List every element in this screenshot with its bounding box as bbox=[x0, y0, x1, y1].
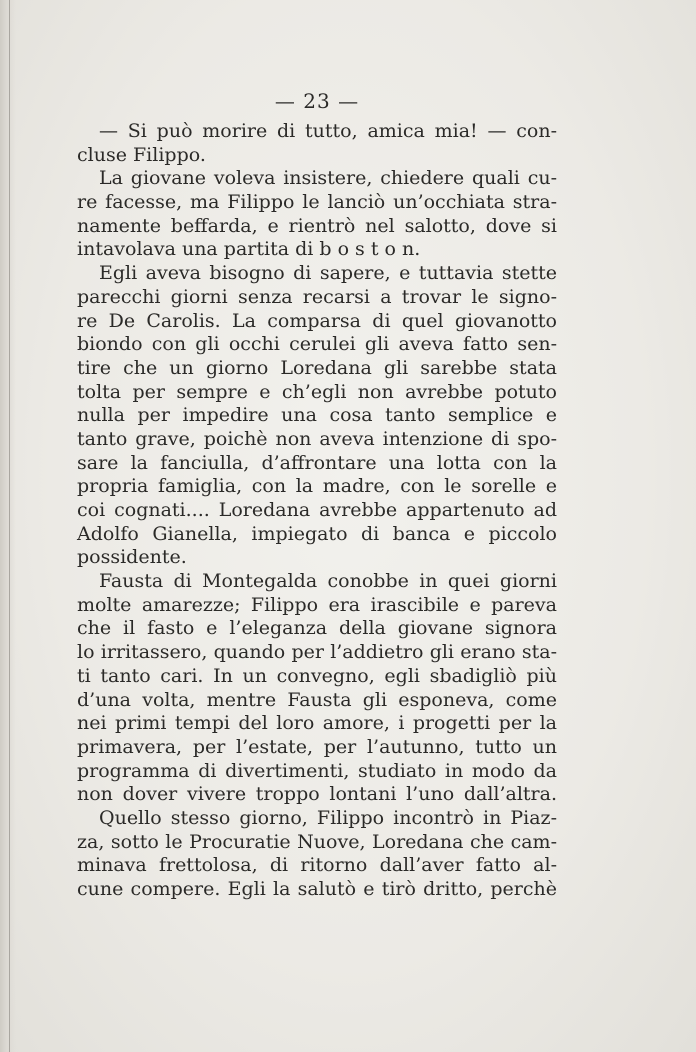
text-line: cluse Filippo. bbox=[77, 143, 206, 166]
text-line: nei primi tempi del loro amore, i progetti per la bbox=[77, 712, 557, 735]
page-number: — 23 — bbox=[274, 89, 360, 113]
text-line: parecchi giorni senza recarsi a trovar le signo- bbox=[77, 285, 557, 308]
page-text-block bbox=[77, 82, 557, 902]
text-line: possidente. bbox=[77, 546, 187, 569]
text-line: tire che un giorno Loredana gli sarebbe stata bbox=[77, 356, 557, 379]
page-edge-line bbox=[9, 0, 10, 1052]
text-line: biondo con gli occhi cerulei gli aveva fatto sen- bbox=[77, 333, 557, 356]
text-line: tolta per sempre e ch’egli non avrebbe potuto bbox=[77, 380, 557, 403]
text-line: non dover vivere troppo lontani l’uno dall’altra. bbox=[77, 783, 557, 806]
body-text bbox=[77, 120, 557, 902]
text-line: primavera, per l’estate, per l’autunno, tutto un bbox=[77, 735, 557, 758]
text-line: re facesse, ma Filippo le lanciò un’occhiata stra- bbox=[77, 191, 557, 214]
text-line: Quello stesso giorno, Filippo incontrò in Piaz- bbox=[99, 806, 557, 829]
page-edge-shadow bbox=[0, 0, 16, 1052]
text-line: sare la fanciulla, d’affrontare una lotta con la bbox=[77, 451, 557, 474]
text-line: d’una volta, mentre Fausta gli esponeva, come bbox=[77, 688, 557, 711]
text-line: coi cognati.... Loredana avrebbe appartenuto ad bbox=[77, 499, 557, 521]
text-line: lo irritassero, quando per l’addietro gli erano sta- bbox=[77, 641, 557, 664]
text-line: La giovane voleva insistere, chiedere quali cu- bbox=[99, 167, 557, 190]
text-line: re De Carolis. La comparsa di quel giovanotto bbox=[77, 309, 557, 332]
text-line: minava frettolosa, di ritorno dall’aver fatto al- bbox=[77, 854, 557, 877]
text-line: che il fasto e l’eleganza della giovane signora bbox=[77, 617, 557, 640]
text-line: programma di divertimenti, studiato in modo da bbox=[77, 759, 557, 782]
text-line: molte amarezze; Filippo era irascibile e pareva bbox=[77, 593, 557, 616]
text-line: ti tanto cari. In un convegno, egli sbadigliò più bbox=[77, 664, 557, 687]
text-line: intavolava una partita di b o s t o n. bbox=[77, 238, 421, 261]
text-line: — Si può morire di tutto, amica mia! — con- bbox=[99, 120, 557, 142]
text-line: Fausta di Montegalda conobbe in quei giorni bbox=[99, 570, 557, 593]
text-line: Egli aveva bisogno di sapere, e tuttavia stette bbox=[99, 262, 557, 285]
text-line: za, sotto le Procuratie Nuove, Loredana che cam- bbox=[77, 830, 557, 853]
text-line: cune compere. Egli la salutò e tirò dritto, perchè bbox=[77, 878, 557, 900]
text-line: tanto grave, poichè non aveva intenzione di spo- bbox=[77, 427, 557, 450]
text-line: nulla per impedire una cosa tanto semplice e bbox=[77, 404, 557, 427]
text-line: Adolfo Gianella, impiegato di banca e piccolo bbox=[77, 522, 557, 545]
text-line: namente beffarda, e rientrò nel salotto, dove si bbox=[77, 214, 557, 237]
text-line: propria famiglia, con la madre, con le sorelle e bbox=[77, 475, 557, 498]
